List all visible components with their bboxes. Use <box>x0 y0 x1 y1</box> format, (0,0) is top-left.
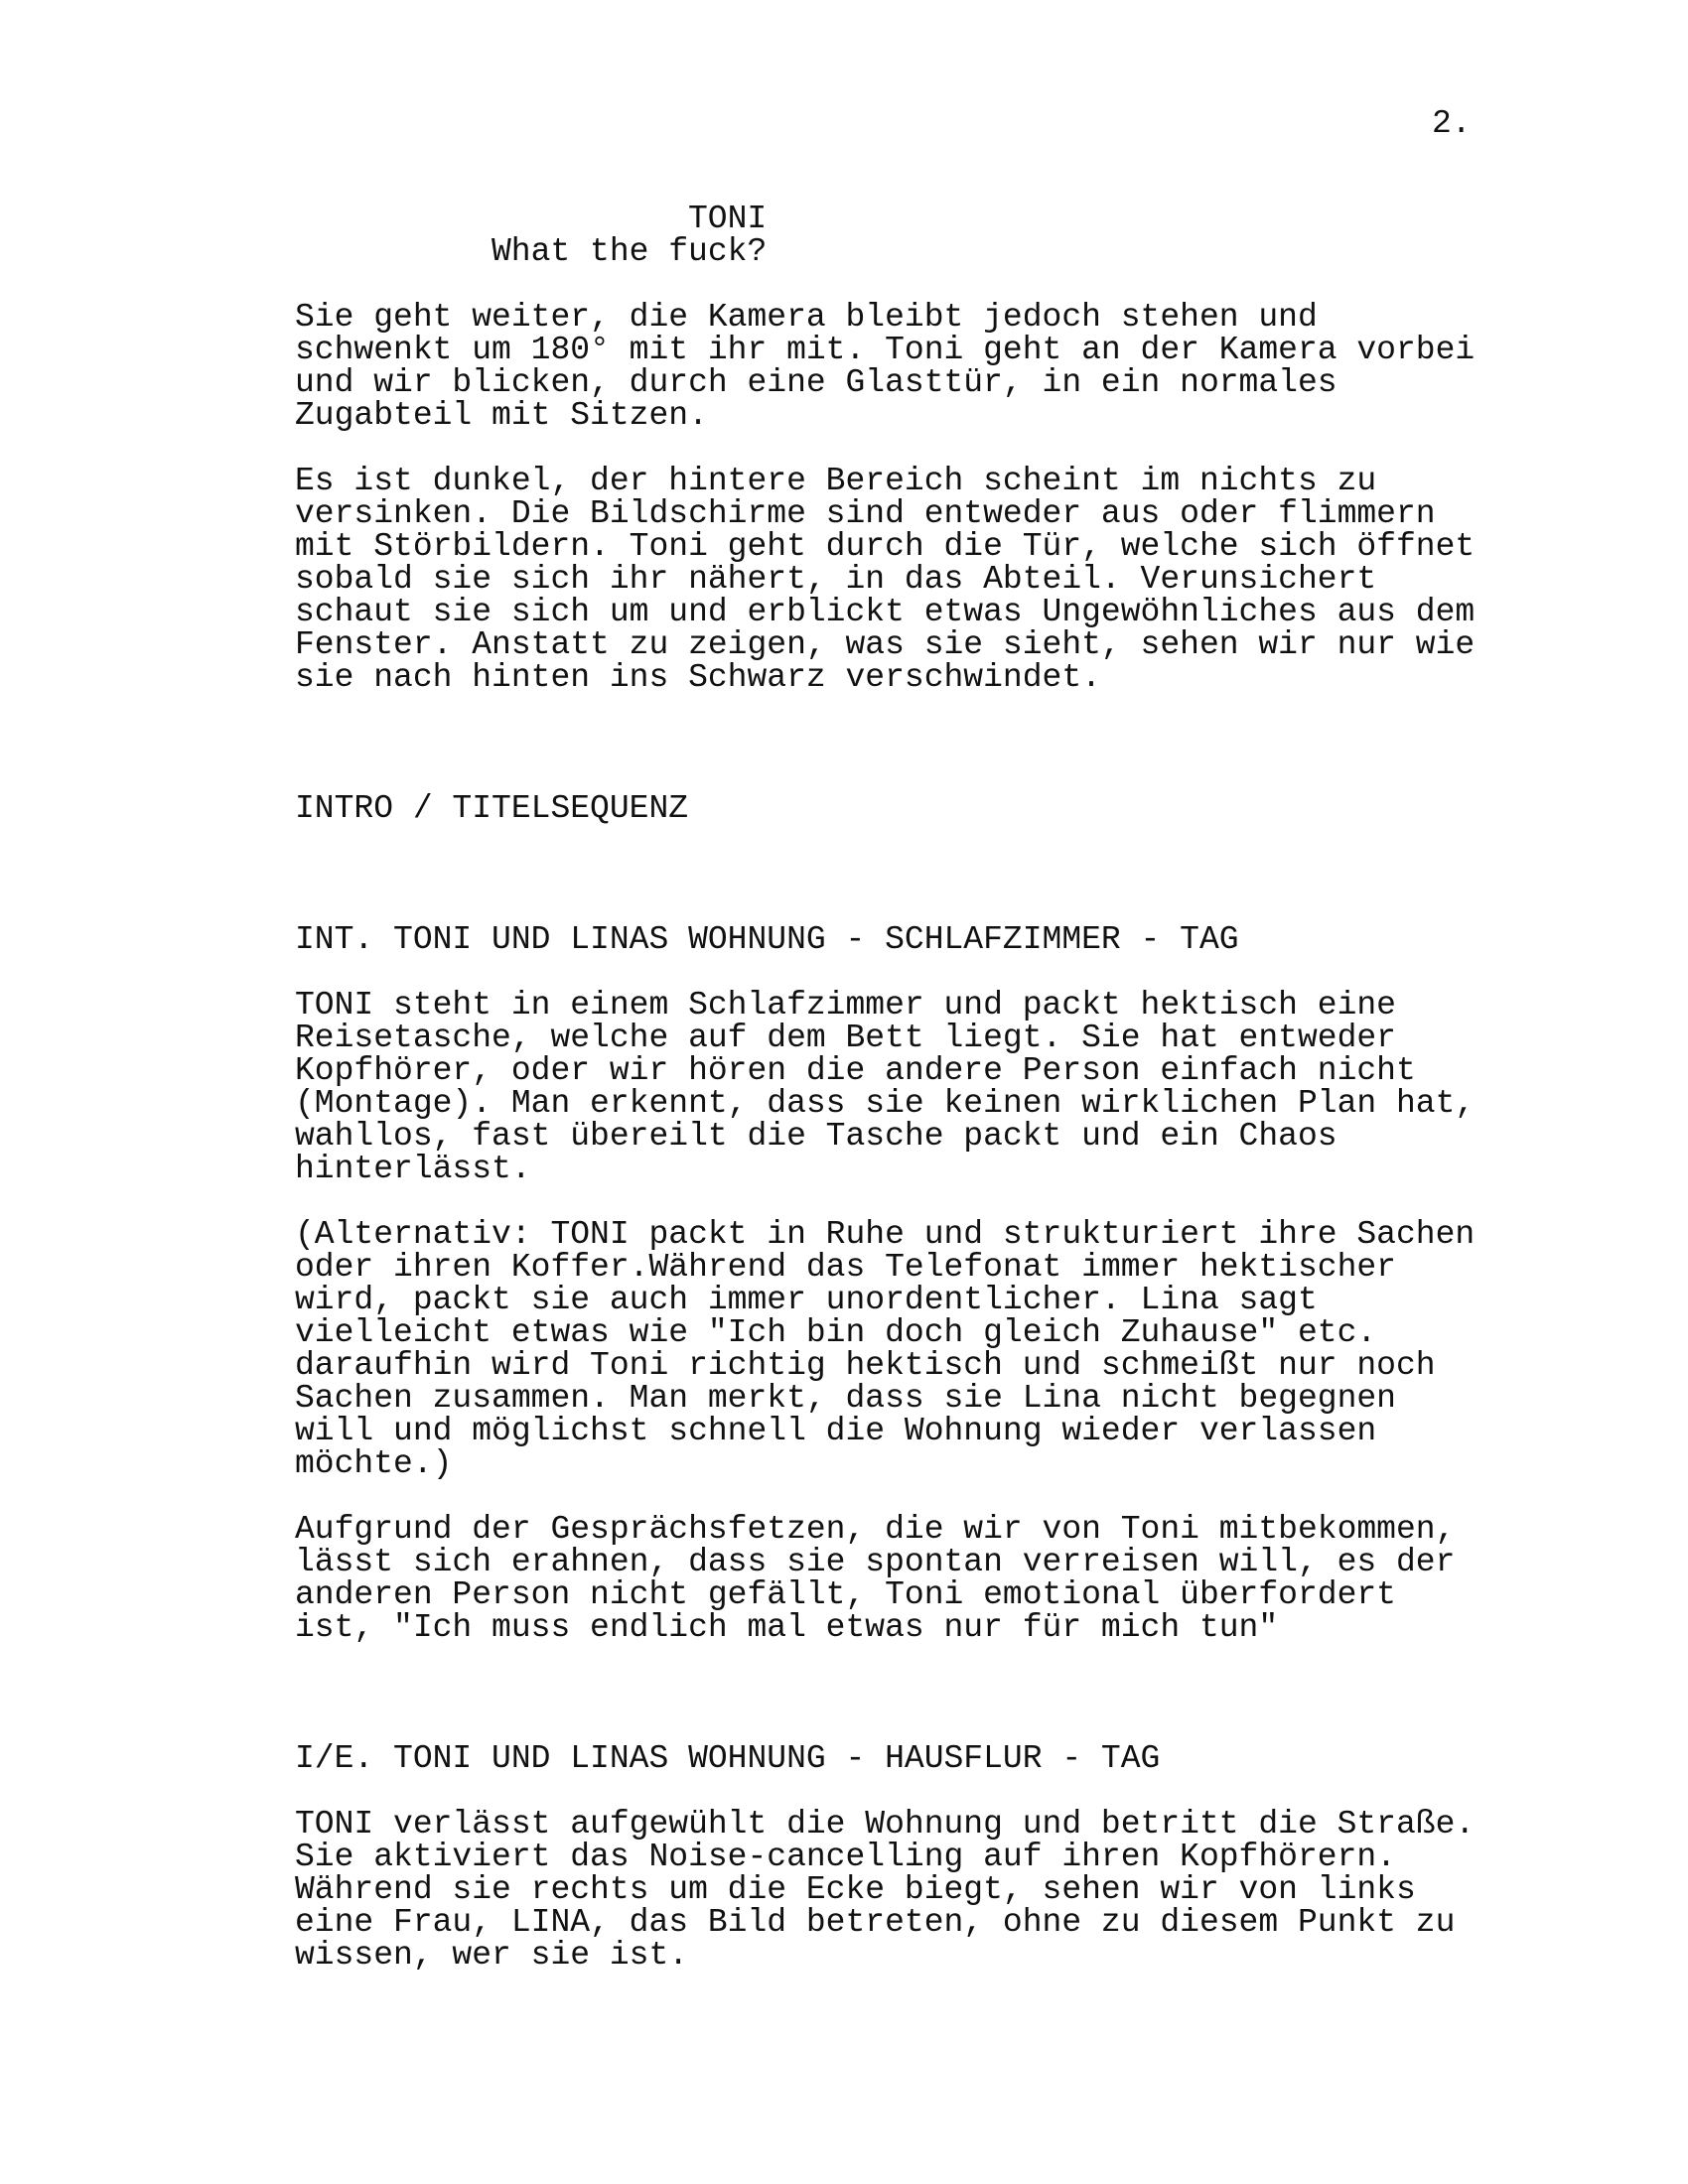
action-line: sobald sie sich ihr nähert, in das Abteil. Verunsichert <box>295 561 1377 598</box>
action-line: (Montage). Man erkennt, dass sie keinen wirklichen Plan hat, <box>295 1085 1476 1122</box>
page-number: 2. <box>1432 105 1472 142</box>
action-line: Reisetasche, welche auf dem Bett liegt. Sie hat entweder <box>295 1020 1396 1056</box>
action-line: eine Frau, LINA, das Bild betreten, ohne zu diesem Punkt zu <box>295 1904 1456 1941</box>
action-line: schaut sie sich um und erblickt etwas Ungewöhnliches aus dem <box>295 594 1476 630</box>
transition-intro: INTRO / TITELSEQUENZ <box>295 790 689 827</box>
action-line: hinterlässt. <box>295 1151 531 1187</box>
action-line: TONI steht in einem Schlafzimmer und packt hektisch eine <box>295 987 1396 1024</box>
action-paragraph <box>295 1808 1536 1972</box>
action-line: wissen, wer sie ist. <box>295 1937 689 1974</box>
scene-heading: INT. TONI UND LINAS WOHNUNG - SCHLAFZIMMER - TAG <box>295 921 1239 958</box>
screenplay-body <box>295 203 1536 1972</box>
action-line: (Alternativ: TONI packt in Ruhe und strukturiert ihre Sachen <box>295 1216 1476 1253</box>
action-line: und wir blicken, durch eine Glasttür, in ein normales <box>295 364 1337 401</box>
action-line: Sie geht weiter, die Kamera bleibt jedoch stehen und <box>295 299 1318 336</box>
action-line: Zugabteil mit Sitzen. <box>295 397 708 434</box>
action-paragraph <box>295 465 1536 694</box>
scene-heading: I/E. TONI UND LINAS WOHNUNG - HAUSFLUR - TAG <box>295 1740 1161 1777</box>
action-line: Sie aktiviert das Noise-cancelling auf ihren Kopfhörern. <box>295 1839 1396 1875</box>
action-line: mit Störbildern. Toni geht durch die Tür, welche sich öffnet <box>295 528 1476 565</box>
action-paragraph <box>295 301 1536 432</box>
action-line: sie nach hinten ins Schwarz verschwindet. <box>295 659 1101 696</box>
action-line: Es ist dunkel, der hintere Bereich scheint im nichts zu <box>295 463 1377 499</box>
action-paragraph <box>295 1218 1536 1480</box>
action-line: schwenkt um 180° mit ihr mit. Toni geht an der Kamera vorbei <box>295 332 1476 368</box>
action-line: TONI verlässt aufgewühlt die Wohnung und betritt die Straße. <box>295 1806 1476 1843</box>
action-line: ist, "Ich muss endlich mal etwas nur für mich tun" <box>295 1609 1279 1646</box>
action-line: vielleicht etwas wie "Ich bin doch gleich Zuhause" etc. <box>295 1314 1377 1351</box>
action-line: oder ihren Koffer.Während das Telefonat immer hektischer <box>295 1249 1396 1286</box>
action-line: versinken. Die Bildschirme sind entweder aus oder flimmern <box>295 495 1436 532</box>
dialogue-block <box>295 203 1536 268</box>
action-paragraph <box>295 989 1536 1185</box>
action-line: möchte.) <box>295 1445 453 1482</box>
action-line: anderen Person nicht gefällt, Toni emotional überfordert <box>295 1576 1396 1613</box>
action-line: lässt sich erahnen, dass sie spontan verreisen will, es der <box>295 1544 1456 1580</box>
action-line: wird, packt sie auch immer unordentlicher. Lina sagt <box>295 1282 1318 1318</box>
action-line: Während sie rechts um die Ecke biegt, sehen wir von links <box>295 1871 1416 1908</box>
character-name: TONI <box>688 201 768 237</box>
action-line: will und möglichst schnell die Wohnung wieder verlassen <box>295 1413 1377 1449</box>
action-line: wahllos, fast übereilt die Tasche packt und ein Chaos <box>295 1118 1337 1155</box>
action-line: Kopfhörer, oder wir hören die andere Person einfach nicht <box>295 1052 1416 1089</box>
action-line: Sachen zusammen. Man merkt, dass sie Lina nicht begegnen <box>295 1380 1396 1417</box>
dialogue-line: What the fuck? <box>492 233 768 270</box>
action-line: daraufhin wird Toni richtig hektisch und schmeißt nur noch <box>295 1347 1436 1384</box>
action-line: Aufgrund der Gesprächsfetzen, die wir von Toni mitbekommen, <box>295 1511 1456 1548</box>
action-line: Fenster. Anstatt zu zeigen, was sie sieht, sehen wir nur wie <box>295 626 1476 663</box>
action-paragraph <box>295 1513 1536 1644</box>
